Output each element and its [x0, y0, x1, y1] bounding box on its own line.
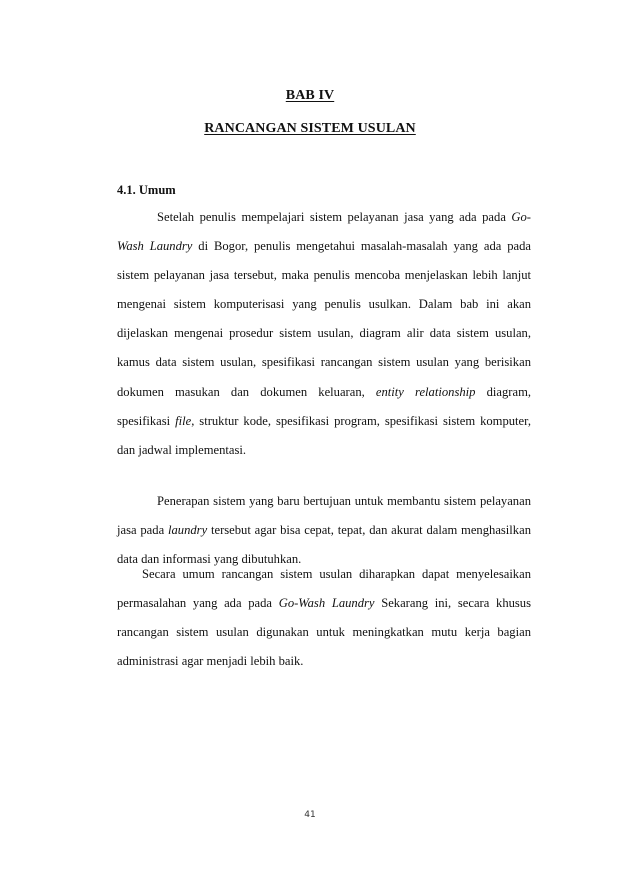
paragraph-text: Penerapan sistem yang baru bertujuan untuk membantu sistem pelayanan jasa pada: [117, 494, 531, 538]
chapter-number: BAB IV: [285, 88, 335, 103]
section-heading: 4.1. Umum: [117, 183, 176, 197]
paragraph-text: Setelah penulis mempelajari sistem pelayanan jasa yang ada pada: [157, 210, 512, 224]
paragraph-text: diagram, spesifikasi: [117, 384, 532, 428]
emphasized-text: Go-Wash Laundry: [278, 596, 375, 611]
emphasized-text: entity relationship: [375, 384, 476, 399]
body-paragraph-3: [117, 560, 531, 676]
paragraph-text: di Bogor, penulis mengetahui masalah-masalah yang ada pada sistem pelayanan jasa tersebut, maka penulis mencoba menjelaskan lebih lanjut mengenai sistem komputerisasi yang penulis usulkan. Dalam bab ini akan dijelaskan mengenai prosedur sistem usulan, diagram alir data sistem usulan, kamus data sistem usulan, spesifikasi rancangan sistem usulan yang berisikan dokumen masukan dan dokumen keluaran,: [117, 239, 531, 399]
paragraph-text: Sekarang ini, secara khusus rancangan sistem usulan digunakan untuk meningkatkan mutu kerja bagian administrasi agar menjadi lebih baik.: [117, 596, 532, 669]
body-paragraph-1: [117, 203, 531, 465]
emphasized-text: laundry: [167, 523, 208, 538]
chapter-title: RANCANGAN SISTEM USULAN: [204, 121, 416, 136]
paragraph-text: tersebut agar bisa cepat, tepat, dan akurat dalam menghasilkan data dan informasi yang dibutuhkan.: [117, 523, 531, 567]
emphasized-text: file: [175, 413, 192, 428]
emphasized-text: Go-Wash Laundry: [117, 210, 531, 254]
page-number: 41: [304, 810, 316, 820]
paragraph-text: , struktur kode, spesifikasi program, spesifikasi sistem komputer, dan jadwal implementasi.: [117, 413, 531, 457]
paragraph-text: Secara umum rancangan sistem usulan diharapkan dapat menyelesaikan permasalahan yang ada pada: [117, 567, 531, 611]
